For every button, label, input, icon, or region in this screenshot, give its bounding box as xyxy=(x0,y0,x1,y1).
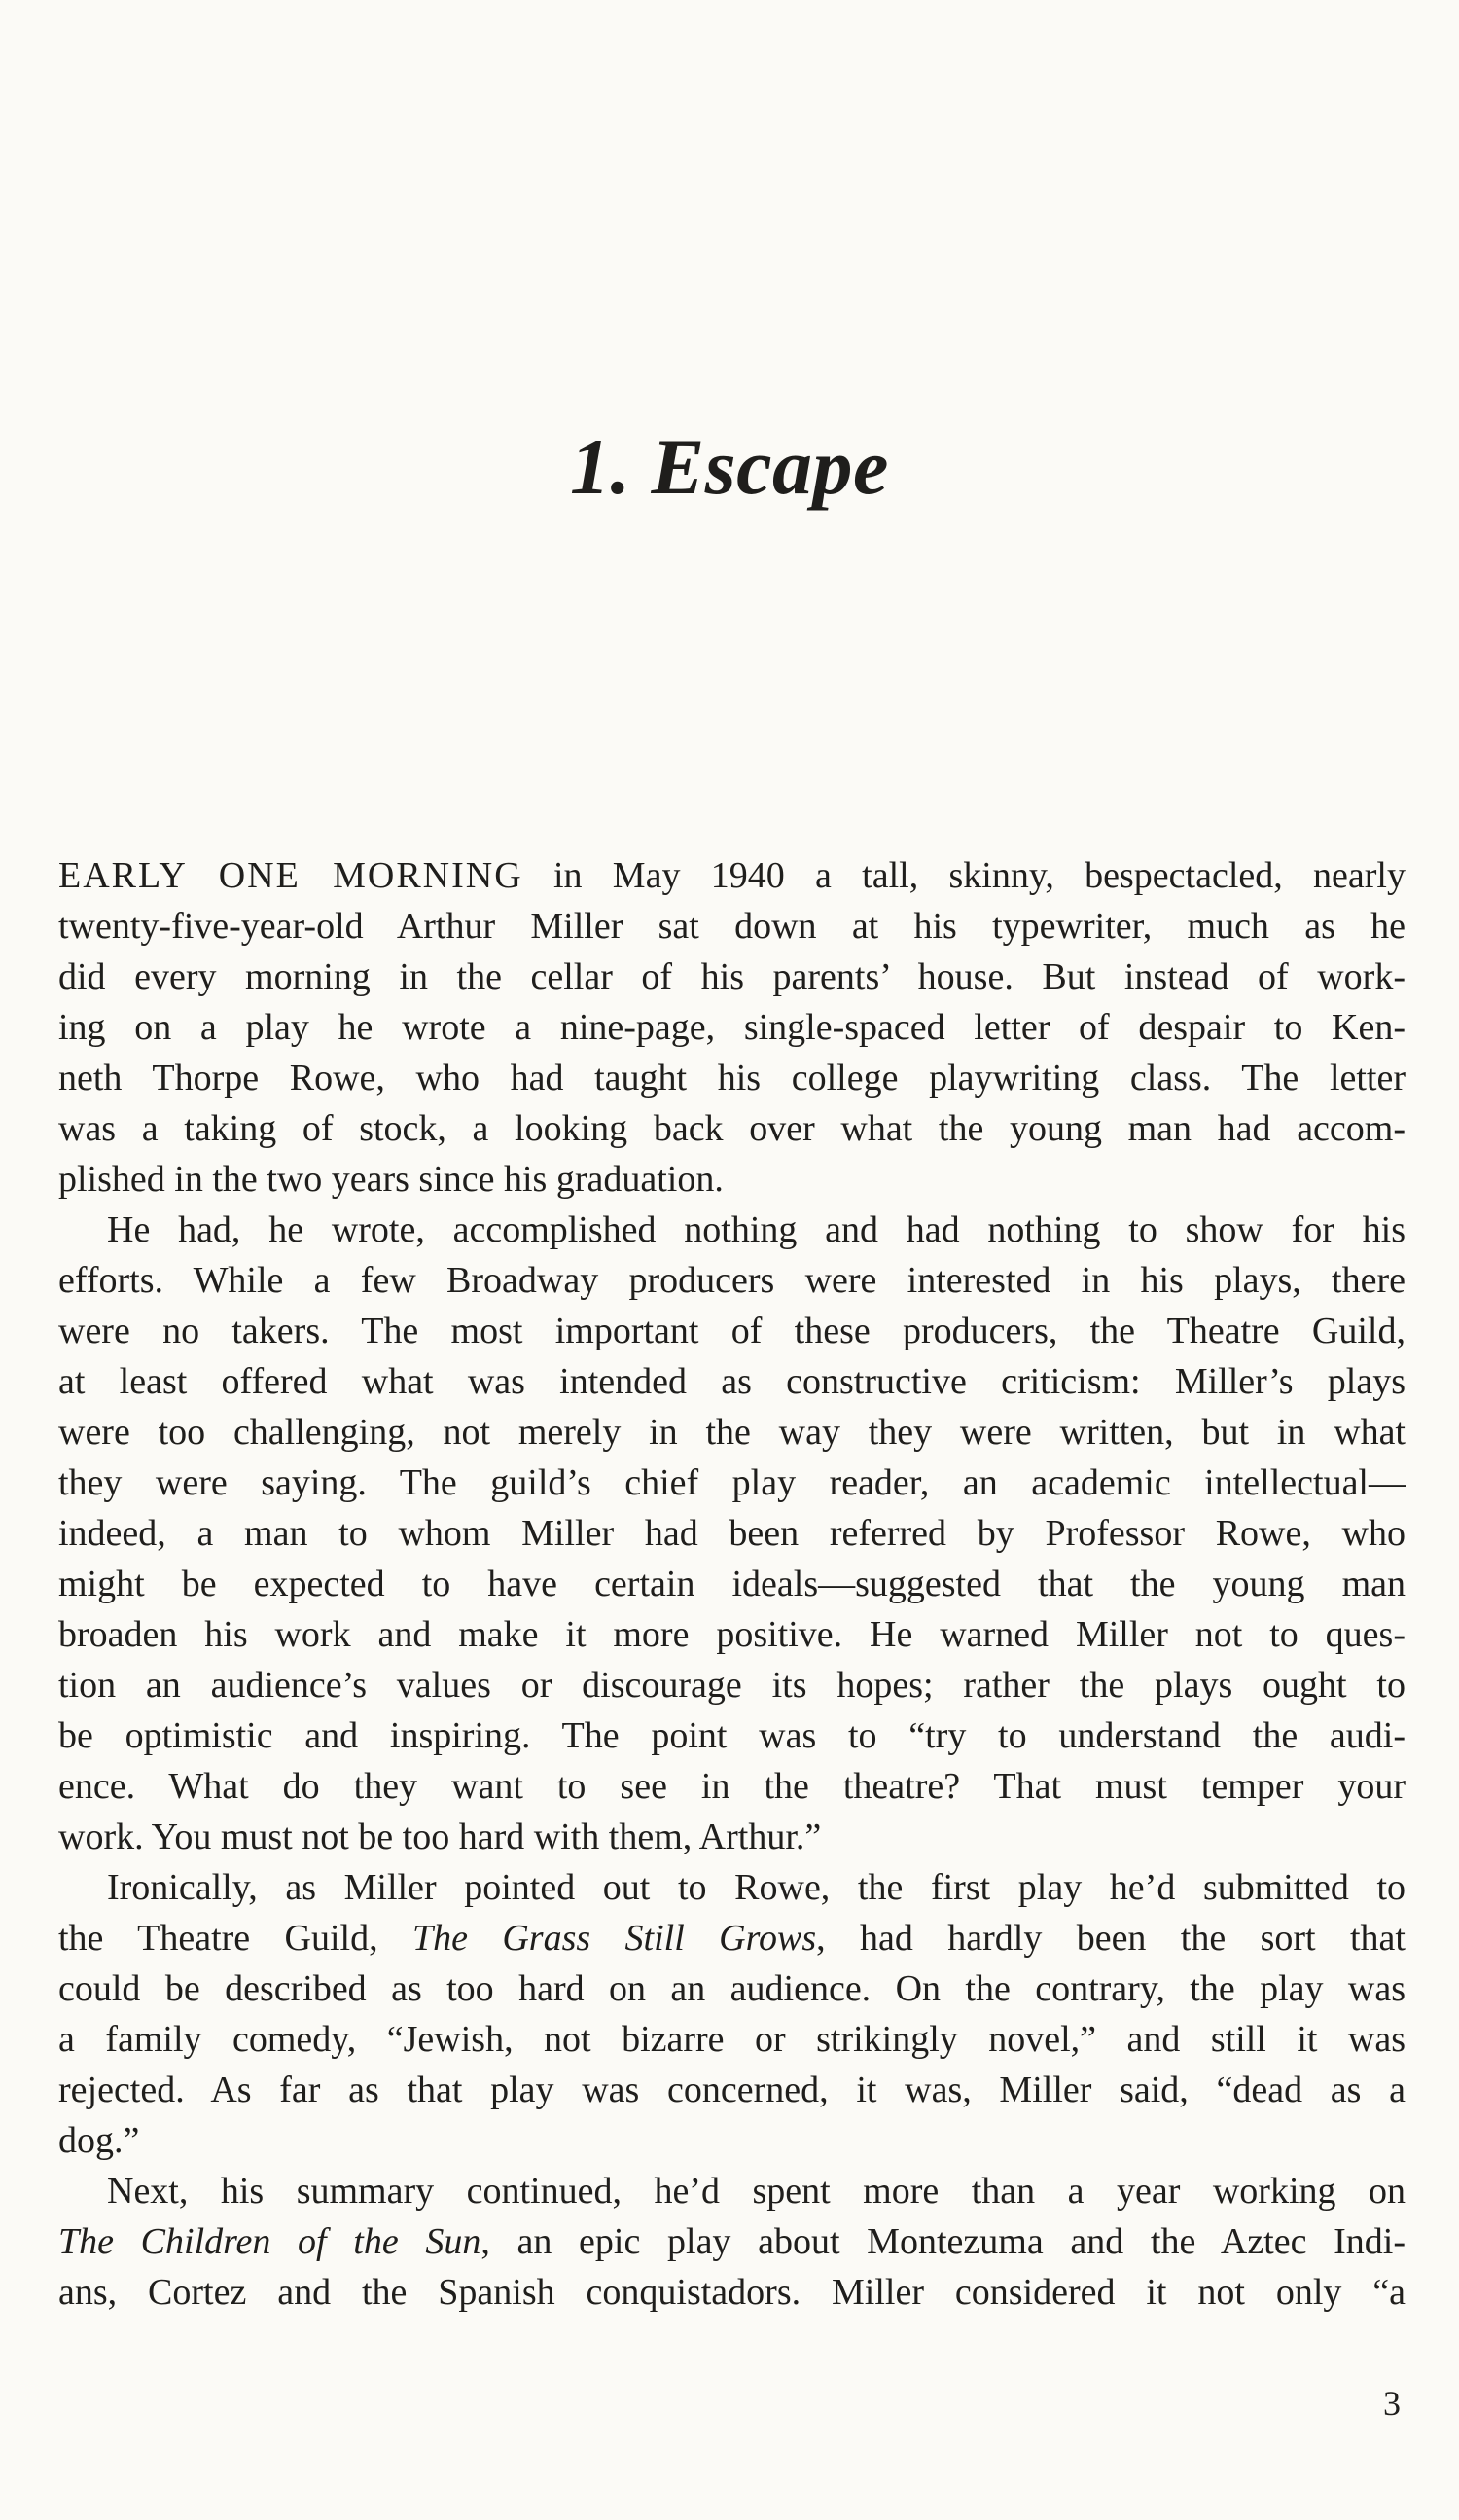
text-line: dog.” xyxy=(58,2120,140,2161)
paragraph-2 xyxy=(58,1205,1406,1862)
chapter-title: 1. Escape xyxy=(570,422,889,511)
text-line: were no takers. The most important of these producers, the Theatre Guild, xyxy=(58,1311,1406,1351)
text-line: did every morning in the cellar of his parents’ house. But instead of work- xyxy=(58,956,1406,997)
text-line: at least offered what was intended as constructive criticism: Miller’s plays xyxy=(58,1361,1406,1402)
text-line: ans, Cortez and the Spanish conquistadors. Miller considered it not only “a xyxy=(58,2272,1406,2313)
text-line: work. You must not be too hard with them, Arthur.” xyxy=(58,1817,822,1857)
paragraph-4 xyxy=(58,2166,1406,2318)
text-line: efforts. While a few Broadway producers were interested in his plays, there xyxy=(58,1260,1406,1301)
text-line: neth Thorpe Rowe, who had taught his college playwriting class. The letter xyxy=(58,1058,1406,1098)
play-title: The Grass Still Grows xyxy=(411,1918,817,1959)
small-caps-opening: EARLY ONE MORNING xyxy=(58,855,523,896)
text-line: Ironically, as Miller pointed out to Rowe, the first play he’d submitted to xyxy=(107,1867,1406,1908)
text-line: the Theatre Guild, The Grass Still Grows, had hardly been the sort that xyxy=(58,1918,1406,1959)
text-line: tion an audience’s values or discourage its hopes; rather the plays ought to xyxy=(58,1665,1406,1706)
text-line: they were saying. The guild’s chief play reader, an academic intellectual— xyxy=(58,1462,1406,1503)
text-line: a family comedy, “Jewish, not bizarre or strikingly novel,” and still it was xyxy=(58,2019,1406,2060)
text-line: were too challenging, not merely in the way they were written, but in what xyxy=(58,1412,1406,1453)
text-line: broaden his work and make it more positive. He warned Miller not to ques- xyxy=(58,1614,1406,1655)
text-line: He had, he wrote, accomplished nothing and had nothing to show for his xyxy=(107,1209,1406,1250)
paragraph-3 xyxy=(58,1862,1406,2166)
paragraph-1 xyxy=(58,850,1406,1205)
text-line: was a taking of stock, a looking back over what the young man had accom- xyxy=(58,1108,1406,1149)
text-line: be optimistic and inspiring. The point was to “try to understand the audi- xyxy=(58,1715,1406,1756)
page-number: 3 xyxy=(1383,2384,1401,2423)
text-line: ence. What do they want to see in the theatre? That must temper your xyxy=(58,1766,1406,1807)
body-text xyxy=(58,850,1406,2318)
text-line: twenty-five-year-old Arthur Miller sat down at his typewriter, much as he xyxy=(58,906,1406,947)
play-title: The Children of the Sun xyxy=(58,2221,481,2262)
text-line: ing on a play he wrote a nine-page, single-spaced letter of despair to Ken- xyxy=(58,1007,1406,1048)
text-line: Next, his summary continued, he’d spent more than a year working on xyxy=(107,2171,1406,2212)
text-line: might be expected to have certain ideals—suggested that the young man xyxy=(58,1564,1406,1604)
text-line: rejected. As far as that play was concerned, it was, Miller said, “dead as a xyxy=(58,2070,1406,2110)
text-line: indeed, a man to whom Miller had been referred by Professor Rowe, who xyxy=(58,1513,1406,1554)
text-line: EARLY ONE MORNING in May 1940 a tall, skinny, bespectacled, nearly xyxy=(58,855,1406,896)
text-line: The Children of the Sun, an epic play about Montezuma and the Aztec Indi- xyxy=(58,2221,1406,2262)
text-line: plished in the two years since his graduation. xyxy=(58,1159,724,1200)
text-line: could be described as too hard on an audience. On the contrary, the play was xyxy=(58,1968,1406,2009)
